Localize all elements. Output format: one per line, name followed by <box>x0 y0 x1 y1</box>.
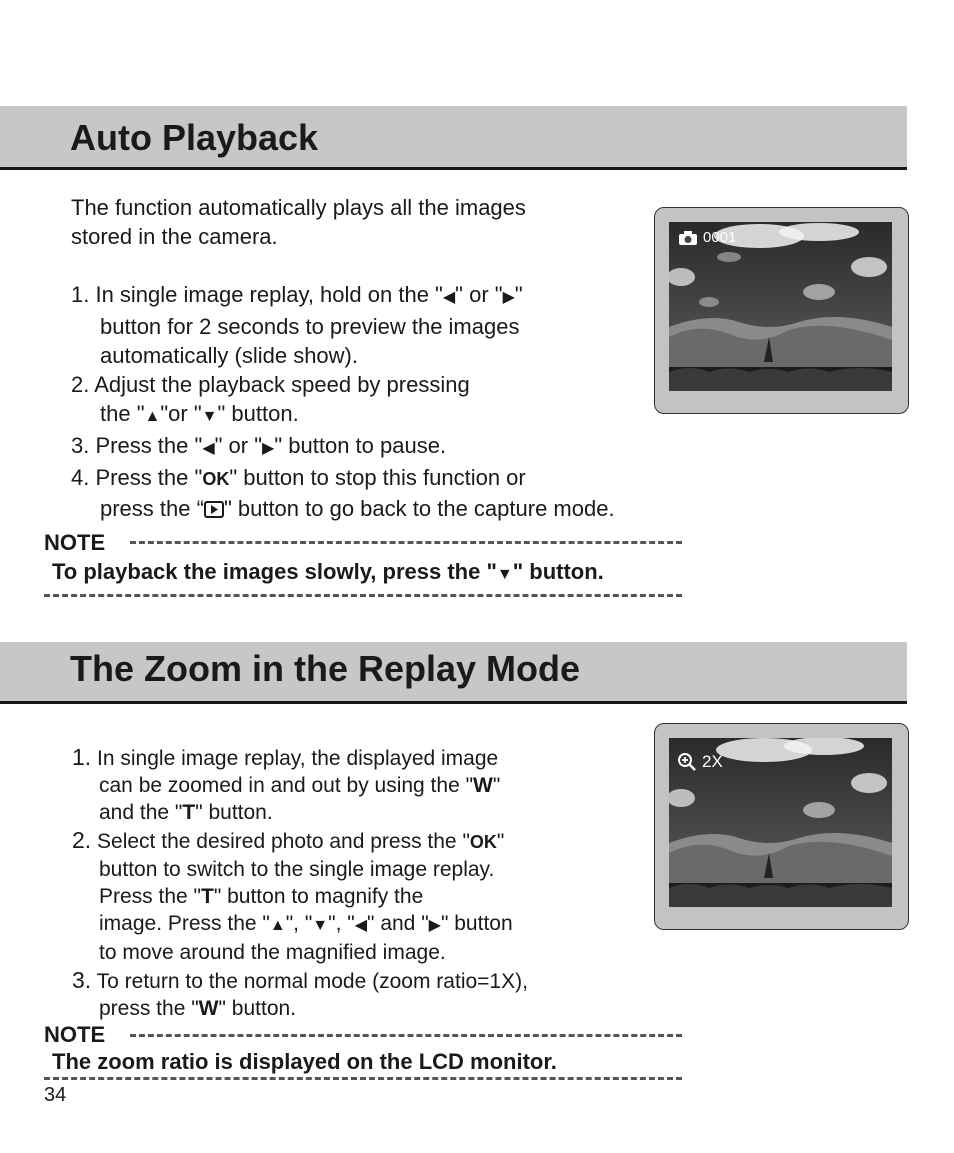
divider <box>130 541 682 544</box>
note-text: The zoom ratio is displayed on the LCD monitor. <box>52 1049 557 1074</box>
camera-lcd-frame <box>654 723 909 930</box>
step-2-line2: the "▲"or "▼" button. <box>100 401 299 426</box>
step-3: 3. Press the "◀" or "▶" button to pause. <box>71 433 447 458</box>
intro-line: stored in the camera. <box>71 224 278 249</box>
step-2: 2. Select the desired photo and press the "OK" <box>72 826 505 853</box>
step-2: 2. Adjust the playback speed by pressing <box>71 372 470 397</box>
camera-icon <box>678 230 698 246</box>
playback-icon <box>204 501 224 518</box>
divider <box>44 594 682 597</box>
ok-button-label: OK <box>469 831 497 852</box>
page-number: 34 <box>44 1084 67 1106</box>
note-label: NOTE <box>44 1022 106 1047</box>
down-arrow-icon: ▼ <box>312 917 329 935</box>
intro-line: The function automatically plays all the images <box>71 195 526 220</box>
step-4-line2: press the “ " button to go back to the capture mode. <box>100 496 615 521</box>
t-button-label: T <box>201 885 214 909</box>
step-4: 4. Press the "OK" button to stop this function or <box>71 465 526 490</box>
ok-button-label: OK <box>202 469 230 489</box>
section-title: Auto Playback <box>70 117 319 158</box>
section-header-zoom-replay <box>0 642 907 704</box>
step-1-line3: automatically (slide show). <box>100 343 358 368</box>
right-arrow-icon: ▶ <box>502 289 515 306</box>
zoom-in-icon <box>677 752 697 772</box>
step-3: 3. To return to the normal mode (zoom ratio=1X), <box>72 966 528 993</box>
landscape-photo <box>669 222 892 391</box>
step-1-line2: button for 2 seconds to preview the images <box>100 314 520 339</box>
left-arrow-icon: ◀ <box>354 917 368 935</box>
section-title: The Zoom in the Replay Mode <box>70 648 581 689</box>
step-1: 1. In single image replay, hold on the "◀" or "▶" <box>71 282 523 307</box>
divider <box>44 1077 682 1080</box>
note-label: NOTE <box>44 530 106 555</box>
right-arrow-icon: ▶ <box>428 917 441 935</box>
lcd-playback-image <box>669 222 892 391</box>
zoom-indicator: 2X <box>677 752 723 772</box>
up-arrow-icon: ▲ <box>144 408 161 425</box>
camera-lcd-frame <box>654 207 909 414</box>
image-counter: 0001 <box>678 229 736 246</box>
left-arrow-icon: ◀ <box>202 440 215 457</box>
auto-playback-instructions <box>71 193 615 523</box>
zoom-instructions: 1. In single image replay, the displayed image can be zoomed in and out by using the "W" and the "T" button. 2. Select the desired photo and press the "OK" button to switch to the single image replay. Press the "T" button to magnify the image. Press the "▲", "▼", "◀" and "▶" button to move around the magnified image. 3. To return to the normal mode (zoom ratio=1X), press the "W" button. <box>72 744 528 1020</box>
note-text: To playback the images slowly, press the "▼" button. <box>52 559 604 584</box>
w-button-label: W <box>198 996 219 1020</box>
divider <box>130 1034 682 1037</box>
w-button-label: W <box>473 774 493 798</box>
lcd-zoom-image <box>669 738 892 907</box>
right-arrow-icon: ▶ <box>262 440 275 457</box>
t-button-label: T <box>182 801 196 825</box>
up-arrow-icon: ▲ <box>269 917 286 935</box>
down-arrow-icon: ▼ <box>201 408 218 425</box>
step-1: 1. In single image replay, the displayed image <box>72 744 499 770</box>
left-arrow-icon: ◀ <box>442 289 456 306</box>
section-header-auto-playback <box>0 106 907 170</box>
down-arrow-icon: ▼ <box>496 566 513 583</box>
